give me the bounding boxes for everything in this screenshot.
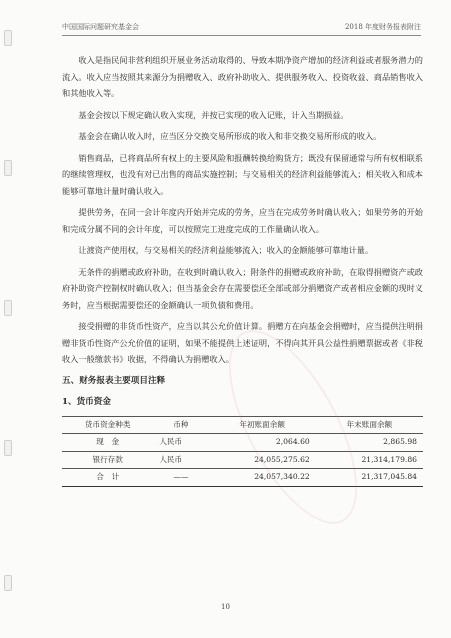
table-cell: 24,055,275.62 (209, 451, 316, 469)
table-cell: 人民币 (153, 451, 208, 469)
header-organization: 中国国际问题研究基金会 (62, 23, 139, 31)
table-cell: 银行存款 (62, 451, 153, 469)
paragraph: 无条件的捐赠或政府补助，在收到时确认收入；附条件的捐赠或政府补助，在取得捐赠资产或政府补助资产控制权时确认收入；但当基金会存在需要偿还全部或部分捐赠资产或者相应金额的现时义务时，应当根据需要偿还的金额确认一项负债和费用。 (62, 266, 423, 310)
table-header-cell: 货币资金种类 (62, 416, 153, 434)
binding-hole (4, 30, 12, 46)
paragraph: 让渡资产使用权，与交易相关的经济利益能够流入；收入的金额能够可靠地计量。 (78, 245, 374, 255)
page-header (62, 22, 421, 36)
table-cell: 21,314,179.86 (316, 451, 423, 469)
paragraph: 接受捐赠的非货币性资产，应当以其公允价值计算。捐赠方在向基金会捐赠时，应当提供注明捐赠非货币性资产公允价值的证明，如果不能提供上述证明，不得向其开具公益性捐赠票据或者《非税收入一般缴款书》收据，不得确认为捐赠收入。 (62, 321, 423, 364)
table-cell: 现 金 (62, 434, 153, 452)
table-cell: 2,064.60 (209, 434, 316, 452)
table-cell: 21,317,045.84 (316, 469, 423, 487)
binding-hole (4, 440, 12, 456)
table-cell: 合 计 (62, 469, 153, 487)
table-row (62, 469, 423, 487)
page-number: 10 (221, 603, 230, 611)
table-cell: 2,865.98 (316, 434, 423, 452)
table-header-cell: 年初账面余额 (209, 416, 316, 434)
subsection-heading: 1、货币资金 (62, 397, 111, 407)
table-cell: —— (153, 469, 208, 487)
binding-hole (4, 160, 12, 176)
table-cell: 24,057,340.22 (209, 469, 316, 487)
paragraph: 基金会按以下规定确认收入实现，并按已实现的收入记账，计入当期损益。 (78, 109, 349, 120)
table-header-cell: 币种 (153, 416, 208, 434)
binding-hole (4, 300, 12, 316)
table-row (62, 451, 423, 469)
table-header-cell: 年末账面余额 (316, 416, 423, 434)
header-report-title: 2018 年度财务报表附注 (344, 23, 421, 31)
paragraph: 销售商品，已将商品所有权上的主要风险和报酬转换给购货方；既没有保留通常与所有权相联系的继续管理权，也没有对已出售的商品实施控制；与交易相关的经济利益能够流入；相关收入和成本能够可靠地计量时确认收入。 (62, 152, 423, 196)
section-heading: 五、财务报表主要项目注释 (62, 375, 166, 386)
table-cell: 人民币 (153, 434, 208, 452)
binding-hole (4, 575, 12, 591)
table-row (62, 434, 423, 452)
paragraph: 基金会在确认收入时，应当区分交换交易所形成的收入和非交换交易所形成的收入。 (78, 131, 382, 141)
paragraph: 收入是指民间非营利组织开展业务活动取得的、导致本期净资产增加的经济利益或者服务潜力的流入。收入应当按照其来源分为捐赠收入、政府补助收入、提供服务收入、投资收益、商品销售收入和其他收入等。 (62, 55, 423, 98)
paragraph: 提供劳务，在同一会计年度内开始并完成的劳务，应当在完成劳务时确认收入；如果劳务的开始和完成分属不同的会计年度，可以按照完工进度完成的工作量确认收入。 (62, 207, 423, 234)
